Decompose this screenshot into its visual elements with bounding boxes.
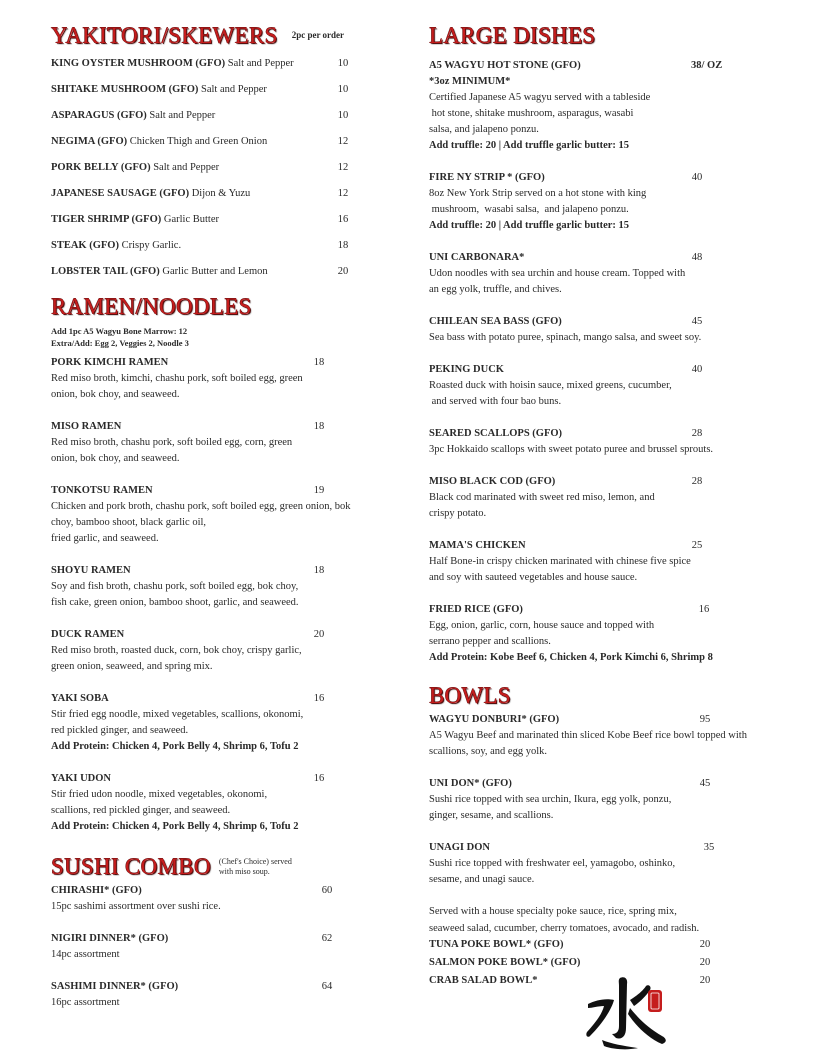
menu-item	[51, 883, 381, 915]
menu-item	[51, 979, 381, 1011]
menu-item	[51, 355, 381, 403]
item-price: 40	[691, 172, 703, 183]
menu-item	[51, 77, 381, 103]
menu-item	[51, 931, 381, 963]
item-name: KING OYSTER MUSHROOM (GFO)	[51, 58, 226, 69]
item-price: 18	[337, 240, 349, 251]
item-name: SASHIMI DINNER* (GFO)	[51, 981, 179, 992]
item-price: 62	[321, 933, 333, 944]
menu-item	[51, 233, 381, 259]
item-desc: Sushi rice topped with sea urchin, Ikura, egg yolk, ponzu,	[429, 794, 672, 805]
item-desc: Salt and Pepper	[227, 58, 294, 69]
item-price: 16	[698, 604, 710, 615]
ramen-title: RAMEN/NOODLES	[51, 294, 252, 319]
item-desc: 3pc Hokkaido scallops with sweet potato puree and brussel sprouts.	[429, 444, 714, 455]
sushi-note	[219, 857, 309, 877]
left-column	[51, 20, 381, 1027]
item-desc: Soy and fish broth, chashu pork, soft boiled egg, bok choy,	[51, 581, 299, 592]
item-addon: Add Protein: Kobe Beef 6, Chicken 4, Pork Kimchi 6, Shrimp 8	[429, 652, 713, 663]
item-name: STEAK (GFO)	[51, 240, 119, 251]
sushi-list	[51, 883, 381, 1011]
item-price: 20	[313, 629, 325, 640]
item-name: A5 WAGYU HOT STONE (GFO)	[429, 60, 581, 71]
item-name: MAMA'S CHICKEN	[429, 540, 526, 551]
item-desc: fish cake, green onion, bamboo shoot, garlic, and seaweed.	[51, 597, 299, 608]
kanji-brush-strokes	[586, 977, 665, 1049]
item-addon: Add truffle: 20 | Add truffle garlic butter: 15	[429, 140, 630, 151]
menu-item	[51, 207, 381, 233]
ramen-note-extras: Extra/Add: Egg 2, Veggies 2, Noodle 3	[51, 338, 189, 348]
menu-item	[429, 776, 801, 824]
item-desc: 16pc assortment	[51, 997, 120, 1008]
item-name: MISO RAMEN	[51, 421, 122, 432]
item-price: 25	[691, 540, 703, 551]
large-header	[429, 20, 801, 52]
sushi-note-line: with miso soup.	[218, 867, 270, 876]
item-name: FIRE NY STRIP * (GFO)	[429, 172, 545, 183]
item-price: 64	[321, 981, 333, 992]
menu-item	[51, 155, 381, 181]
item-price: 35	[703, 842, 715, 853]
item-name: TIGER SHRIMP (GFO)	[51, 214, 162, 225]
bowls-title: BOWLS	[429, 683, 511, 708]
item-desc: Red miso broth, chashu pork, soft boiled egg, corn, green	[51, 437, 293, 448]
item-name: SHOYU RAMEN	[51, 565, 131, 576]
item-name: DUCK RAMEN	[51, 629, 125, 640]
item-desc: Salt and Pepper	[201, 84, 267, 95]
item-name: TUNA POKE BOWL* (GFO)	[429, 939, 564, 950]
menu-item	[429, 314, 801, 346]
item-price: 20	[337, 266, 349, 277]
item-name: CHIRASHI* (GFO)	[51, 885, 142, 896]
item-desc: Dijon & Yuzu	[191, 188, 251, 199]
menu-item	[429, 712, 801, 760]
item-name: YAKI SOBA	[51, 693, 109, 704]
menu-item	[429, 538, 801, 586]
item-desc: and served with four bao buns.	[429, 396, 562, 407]
item-price: 10	[337, 110, 349, 121]
large-title: LARGE DISHES	[429, 23, 596, 48]
menu-item	[51, 103, 381, 129]
bowls-list	[429, 712, 801, 991]
item-price: 16	[313, 773, 325, 784]
item-desc: Stir fried egg noodle, mixed vegetables, scallions, okonomi,	[51, 709, 304, 720]
item-desc: Sea bass with potato puree, spinach, mango salsa, and sweet soy.	[429, 332, 702, 343]
item-addon: Add Protein: Chicken 4, Pork Belly 4, Shrimp 6, Tofu 2	[51, 741, 299, 752]
item-name: NEGIMA (GFO)	[51, 136, 128, 147]
item-desc: Salt and Pepper	[149, 110, 216, 121]
menu-item	[51, 627, 381, 675]
item-desc: ginger, sesame, and scallions.	[429, 810, 554, 821]
item-price: 19	[313, 485, 325, 496]
yakitori-list	[51, 51, 381, 285]
item-price: 20	[699, 939, 711, 950]
item-desc: Certified Japanese A5 wagyu served with a tableside	[429, 92, 651, 103]
item-price: 60	[321, 885, 333, 896]
sushi-title: SUSHI COMBO	[51, 854, 211, 879]
menu-item	[429, 170, 801, 234]
item-subnote: *3oz MINIMUM*	[429, 76, 511, 87]
menu-item	[429, 840, 801, 888]
item-price: 18	[313, 421, 325, 432]
item-price: 45	[699, 778, 711, 789]
menu-item	[51, 483, 381, 547]
item-name: UNI CARBONARA*	[429, 252, 525, 263]
menu-item	[429, 58, 801, 154]
ramen-header	[51, 291, 381, 323]
item-desc: sesame, and unagi sauce.	[429, 874, 535, 885]
item-desc: Stir fried udon noodle, mixed vegetables, okonomi,	[51, 789, 268, 800]
menu-item	[429, 362, 801, 410]
item-name: FRIED RICE (GFO)	[429, 604, 523, 615]
poke-intro-line: Served with a house specialty poke sauce, rice, spring mix,	[429, 906, 677, 917]
item-price: 12	[337, 188, 349, 199]
item-desc: Egg, onion, garlic, corn, house sauce and topped with	[429, 620, 655, 631]
item-name: UNAGI DON	[429, 842, 490, 853]
item-desc: crispy potato.	[429, 508, 487, 519]
item-price: 28	[691, 476, 703, 487]
item-name: SHITAKE MUSHROOM (GFO)	[51, 84, 199, 95]
item-desc: onion, bok choy, and seaweed.	[51, 453, 180, 464]
item-price: 10	[337, 84, 349, 95]
item-desc: Red miso broth, kimchi, chashu pork, soft boiled egg, green	[51, 373, 303, 384]
item-desc: Roasted duck with hoisin sauce, mixed greens, cucumber,	[429, 380, 672, 391]
item-name: PORK BELLY (GFO)	[51, 162, 151, 173]
item-desc: A5 Wagyu Beef and marinated thin sliced Kobe Beef rice bowl topped with	[429, 730, 747, 741]
item-desc: Garlic Butter	[163, 214, 219, 225]
item-desc: hot stone, shitake mushroom, asparagus, wasabi	[429, 108, 634, 119]
menu-item	[429, 250, 801, 298]
ramen-list	[51, 355, 381, 835]
item-name: CHILEAN SEA BASS (GFO)	[429, 316, 562, 327]
menu-item	[429, 426, 801, 458]
item-desc: Half Bone-in crispy chicken marinated with chinese five spice	[429, 556, 691, 567]
item-name: NIGIRI DINNER* (GFO)	[51, 933, 169, 944]
item-desc: serrano pepper and scallions.	[429, 636, 551, 647]
item-name: YAKI UDON	[51, 773, 111, 784]
item-name: SEARED SCALLOPS (GFO)	[429, 428, 563, 439]
item-desc: Udon noodles with sea urchin and house cream. Topped with	[429, 268, 686, 279]
item-desc: red pickled ginger, and seaweed.	[51, 725, 189, 736]
item-price: 38/ OZ	[691, 60, 723, 71]
item-price: 16	[337, 214, 349, 225]
item-desc: and soy with sauteed vegetables and house sauce.	[429, 572, 638, 583]
yakitori-title: YAKITORI/SKEWERS	[51, 23, 278, 48]
item-desc: Red miso broth, roasted duck, corn, bok choy, crispy garlic,	[51, 645, 302, 656]
item-price: 12	[337, 162, 349, 173]
item-desc: an egg yolk, truffle, and chives.	[429, 284, 562, 295]
item-desc: 15pc sashimi assortment over sushi rice.	[51, 901, 221, 912]
item-name: JAPANESE SAUSAGE (GFO)	[51, 188, 190, 199]
item-price: 12	[337, 136, 349, 147]
poke-intro-line: seaweed salad, cucumber, cherry tomatoes, avocado, and radish.	[429, 923, 700, 934]
item-desc: Crispy Garlic.	[121, 240, 182, 251]
ramen-notes	[51, 325, 381, 349]
item-desc: Black cod marinated with sweet red miso, lemon, and	[429, 492, 655, 503]
large-list	[429, 58, 801, 666]
item-desc: choy, bamboo shoot, black garlic oil,	[51, 517, 207, 528]
menu-item	[51, 129, 381, 155]
item-price: 45	[691, 316, 703, 327]
mizu-kanji-logo-icon	[582, 974, 670, 1052]
item-price: 20	[699, 957, 711, 968]
item-price: 20	[699, 975, 711, 986]
item-addon: Add truffle: 20 | Add truffle garlic butter: 15	[429, 220, 630, 231]
yakitori-header	[51, 20, 381, 52]
item-name: PORK KIMCHI RAMEN	[51, 357, 169, 368]
item-desc: fried garlic, and seaweed.	[51, 533, 159, 544]
item-price: 28	[691, 428, 703, 439]
item-desc: Sushi rice topped with freshwater eel, yamagobo, oshinko,	[429, 858, 676, 869]
menu-item	[51, 563, 381, 611]
poke-intro	[429, 903, 801, 937]
item-addon: Add Protein: Chicken 4, Pork Belly 4, Shrimp 6, Tofu 2	[51, 821, 299, 832]
item-desc: scallions, soy, and egg yolk.	[429, 746, 548, 757]
menu-item	[51, 51, 381, 77]
bowls-header	[429, 680, 801, 712]
item-price: 18	[313, 357, 325, 368]
item-name: CRAB SALAD BOWL*	[429, 975, 538, 986]
item-desc: 14pc assortment	[51, 949, 120, 960]
item-desc: mushroom, wasabi salsa, and jalapeno ponzu.	[429, 204, 629, 215]
item-name: TONKOTSU RAMEN	[51, 485, 153, 496]
item-name: UNI DON* (GFO)	[429, 778, 512, 789]
menu-item	[429, 937, 801, 955]
item-price: 40	[691, 364, 703, 375]
item-desc: scallions, red pickled ginger, and seaweed.	[51, 805, 231, 816]
item-desc: Chicken Thigh and Green Onion	[129, 136, 268, 147]
item-desc: Chicken and pork broth, chashu pork, soft boiled egg, green onion, bok	[51, 501, 351, 512]
item-price: 10	[337, 58, 349, 69]
menu-item	[429, 474, 801, 522]
ramen-note-marrow: Add 1pc A5 Wagyu Bone Marrow: 12	[51, 326, 188, 336]
item-name: SALMON POKE BOWL* (GFO)	[429, 957, 581, 968]
sushi-header	[51, 851, 381, 883]
right-column	[429, 20, 801, 991]
menu-item	[51, 419, 381, 467]
item-name: MISO BLACK COD (GFO)	[429, 476, 556, 487]
menu-item	[429, 955, 801, 973]
item-name: ASPARAGUS (GFO)	[51, 110, 147, 121]
item-name: PEKING DUCK	[429, 364, 504, 375]
item-desc: salsa, and jalapeno ponzu.	[429, 124, 539, 135]
item-desc: Salt and Pepper	[153, 162, 220, 173]
item-price: 95	[699, 714, 711, 725]
item-desc: Garlic Butter and Lemon	[162, 266, 268, 277]
item-price: 16	[313, 693, 325, 704]
item-desc: 8oz New York Strip served on a hot stone with king	[429, 188, 647, 199]
menu-item	[51, 259, 381, 285]
sushi-note-line: (Chef's Choice) served	[218, 857, 292, 866]
menu-item	[51, 181, 381, 207]
item-name: LOBSTER TAIL (GFO)	[51, 266, 160, 277]
yakitori-note: 2pc per order	[291, 30, 345, 40]
menu-item	[51, 771, 381, 835]
item-desc: onion, bok choy, and seaweed.	[51, 389, 180, 400]
item-price: 48	[691, 252, 703, 263]
item-desc: green onion, seaweed, and spring mix.	[51, 661, 213, 672]
item-price: 18	[313, 565, 325, 576]
menu-item	[51, 691, 381, 755]
menu-item	[429, 602, 801, 666]
item-name: WAGYU DONBURI* (GFO)	[429, 714, 560, 725]
